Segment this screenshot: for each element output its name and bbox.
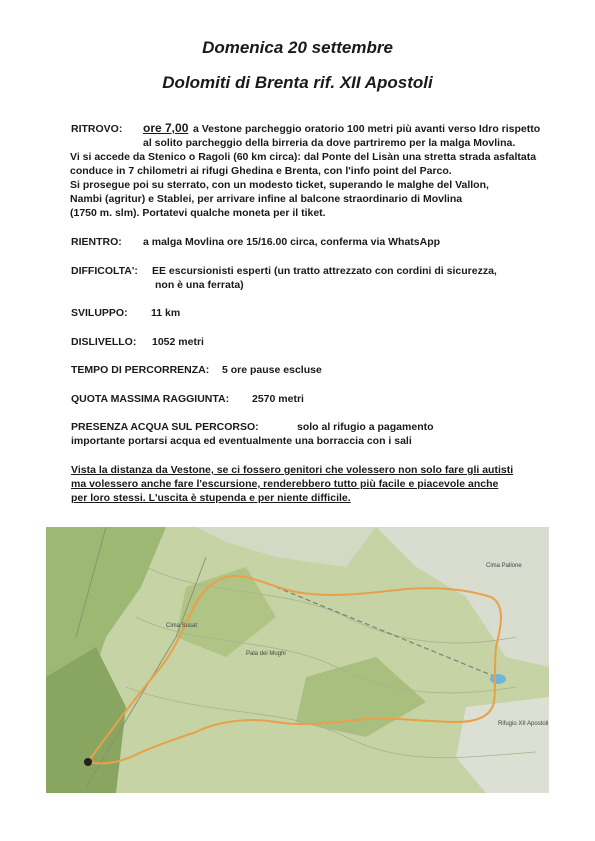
note-line3: per loro stessi. L'uscita è stupenda e per niente difficile. bbox=[71, 492, 351, 504]
map-label-peak1: Pala dei Mughi bbox=[246, 651, 286, 657]
acqua-label: PRESENZA ACQUA SUL PERCORSO: bbox=[71, 421, 259, 433]
tempo-value: 5 ore pause escluse bbox=[222, 364, 322, 376]
event-date-title: Domenica 20 settembre bbox=[202, 38, 393, 57]
route-map bbox=[46, 527, 549, 793]
difficolta-label: DIFFICOLTA': bbox=[71, 265, 138, 277]
rientro-label: RIENTRO: bbox=[71, 236, 122, 248]
ritrovo-time: ore 7,00 bbox=[143, 121, 189, 135]
ritrovo-line7: (1750 m. slm). Portatevi qualche moneta per il tiket. bbox=[70, 207, 326, 219]
ritrovo-line5: Si prosegue poi su sterrato, con un modesto ticket, superando le malghe del Vallon, bbox=[70, 179, 489, 191]
ritrovo-line1: a Vestone parcheggio oratorio 100 metri più avanti verso Idro rispetto bbox=[193, 123, 541, 135]
tempo-label: TEMPO DI PERCORRENZA: bbox=[71, 364, 210, 376]
route-map-svg bbox=[46, 527, 549, 793]
ritrovo-line3: Vi si accede da Stenico o Ragoli (60 km circa): dal Ponte del Lisàn una stretta strada asfaltata bbox=[70, 151, 537, 163]
dislivello-value: 1052 metri bbox=[152, 336, 204, 348]
dislivello-label: DISLIVELLO: bbox=[71, 336, 137, 348]
map-label-hut: Rifugio XII Apostoli bbox=[498, 721, 549, 727]
note-line2: ma volessero anche fare l'escursione, renderebbero tutto più facile e piacevole anche bbox=[71, 478, 499, 490]
ritrovo-line2: al solito parcheggio della birreria da dove partriremo per la malga Movlina. bbox=[143, 137, 516, 149]
ritrovo-line6: Nambi (agritur) e Stablei, per arrivare infine al balcone straordinario di Movlina bbox=[70, 193, 463, 205]
note-line1: Vista la distanza da Vestone, se ci fossero genitori che volessero non solo fare gli autisti bbox=[71, 464, 514, 476]
map-label-peak2: Cima Susat bbox=[166, 623, 198, 629]
ritrovo-label: RITROVO: bbox=[71, 123, 123, 135]
difficolta-line1: EE escursionisti esperti (un tratto attrezzato con cordini di sicurezza, bbox=[152, 265, 497, 277]
quota-label: QUOTA MASSIMA RAGGIUNTA: bbox=[71, 393, 230, 405]
acqua-value: solo al rifugio a pagamento bbox=[297, 421, 434, 433]
start-marker-icon bbox=[84, 758, 92, 766]
sviluppo-value: 11 km bbox=[151, 307, 181, 319]
ritrovo-line4: conduce in 7 chilometri ai rifugi Ghedina e Brenta, con l'info point del Parco. bbox=[70, 165, 452, 177]
rientro-value: a malga Movlina ore 15/16.00 circa, conferma via WhatsApp bbox=[143, 236, 441, 248]
difficolta-line2: non è una ferrata) bbox=[155, 279, 244, 291]
acqua-line2: importante portarsi acqua ed eventualmente una borraccia con i sali bbox=[71, 435, 412, 447]
quota-value: 2570 metri bbox=[252, 393, 304, 405]
destination-title: Dolomiti di Brenta rif. XII Apostoli bbox=[162, 73, 433, 92]
lake bbox=[490, 674, 506, 684]
map-label-peak3: Cima Pallone bbox=[486, 563, 522, 569]
sviluppo-label: SVILUPPO: bbox=[71, 307, 128, 319]
